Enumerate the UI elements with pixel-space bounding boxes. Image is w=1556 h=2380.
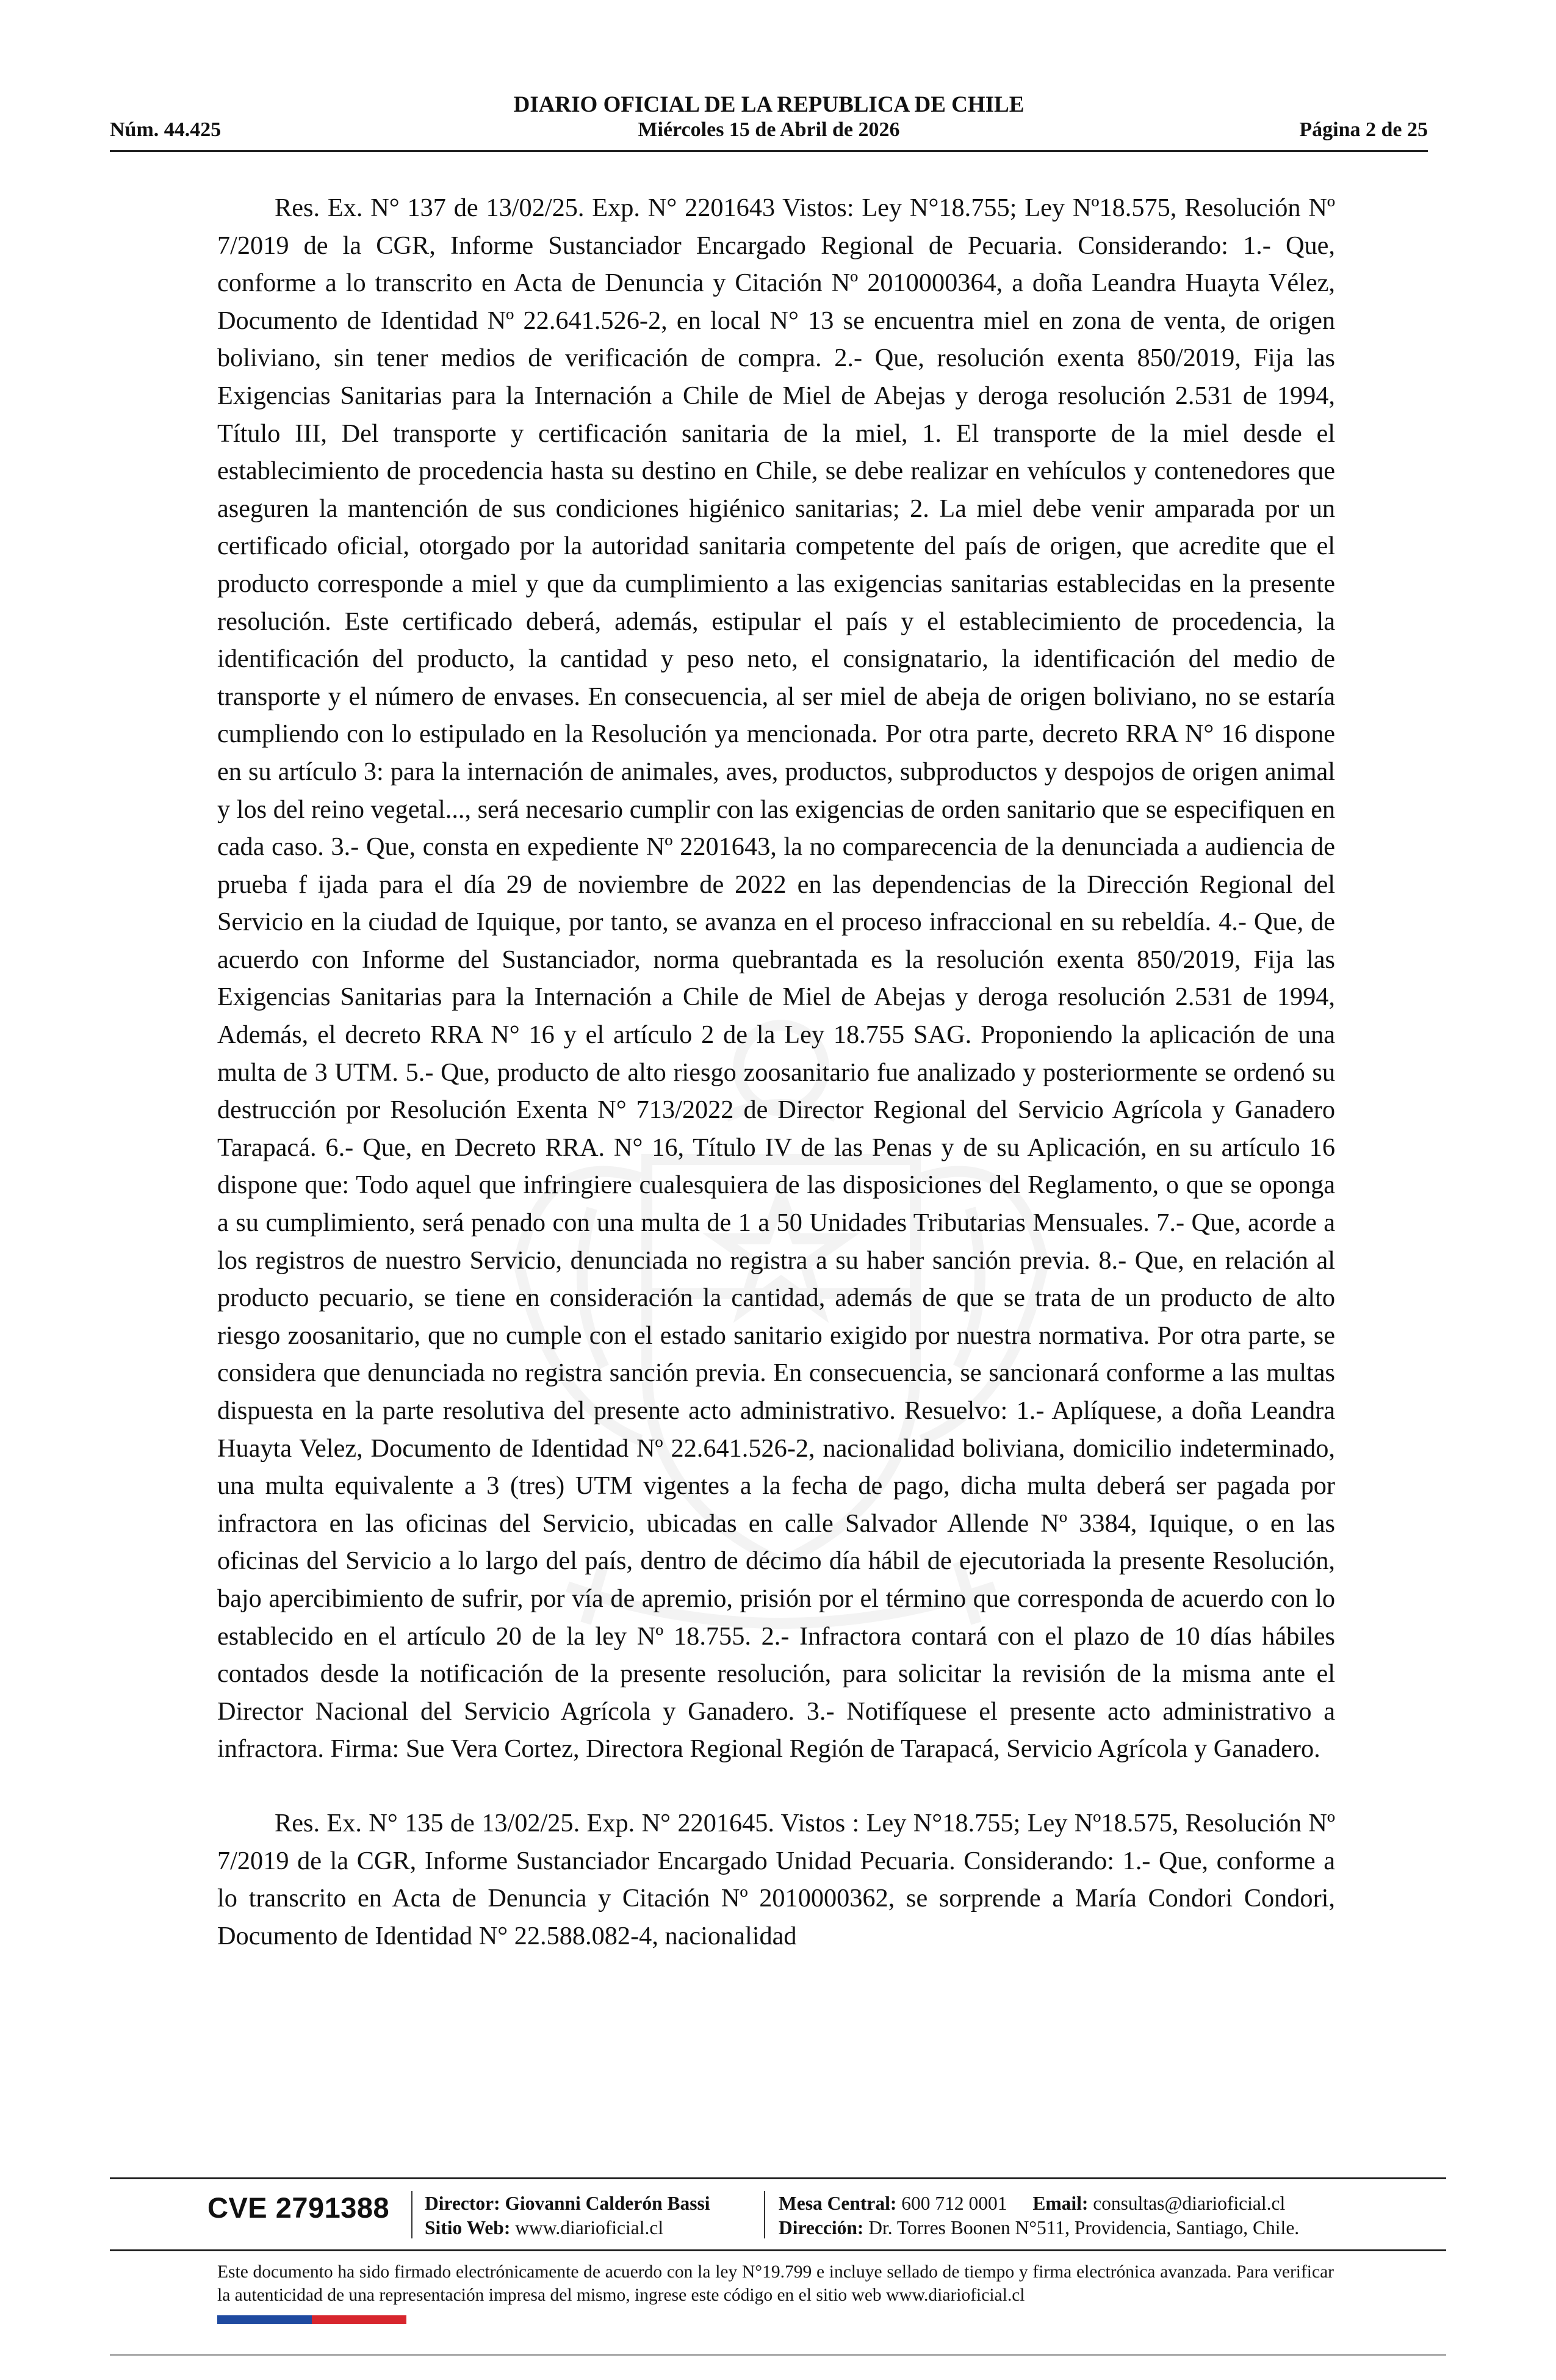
- flag-stripe-blue: [217, 2315, 312, 2324]
- phone-label: Mesa Central:: [779, 2193, 897, 2214]
- address-line: [779, 2216, 1299, 2240]
- website-label: Sitio Web:: [425, 2217, 511, 2238]
- website-line: [425, 2216, 710, 2240]
- flag-stripe-red: [312, 2315, 406, 2324]
- phone-number: 600 712 0001: [901, 2193, 1007, 2214]
- issue-date: Miércoles 15 de Abril de 2026: [638, 118, 900, 141]
- header-divider: [110, 150, 1428, 152]
- cve-code: CVE 2791388: [207, 2191, 390, 2224]
- footer-separator: [411, 2191, 412, 2238]
- page-end-divider: [110, 2354, 1446, 2356]
- electronic-signature-disclaimer: Este documento ha sido firmado electrónicamente de acuerdo con la ley N°19.799 e incluye sellado de tiempo y firma electrónica avanzada. Para verificar la autenticidad de una representación impresa del mismo, ingrese este código en el sitio web www.diarioficial.cl: [217, 2262, 1334, 2305]
- director-name: Giovanni Calderón Bassi: [505, 2193, 710, 2214]
- director-label: Director:: [425, 2193, 500, 2214]
- page-indicator: Página 2 de 25: [1299, 118, 1428, 141]
- email-label: Email:: [1032, 2193, 1089, 2214]
- footer-director-block: [425, 2191, 710, 2240]
- page-header: [110, 92, 1428, 153]
- address-label: Dirección:: [779, 2217, 864, 2238]
- footer-separator: [764, 2191, 765, 2238]
- issue-number: Núm. 44.425: [110, 118, 222, 141]
- resolution-paragraph-135: Res. Ex. N° 135 de 13/02/25. Exp. N° 2201645. Vistos : Ley N°18.755; Ley Nº18.575, Resolución Nº 7/2019 de la CGR, Informe Sustanciador Encargado Unidad Pecuaria. Considerando: 1.- Que, conforme a lo transcrito en Acta de Denuncia y Citación Nº 2010000362, se sorprende a María Condori Condori, Documento de Identidad N° 22.588.082-4, nacionalidad: [217, 1808, 1335, 1950]
- contact-line: [779, 2191, 1299, 2216]
- address-value: Dr. Torres Boonen N°511, Providencia, Santiago, Chile.: [868, 2217, 1300, 2238]
- director-line: [425, 2191, 710, 2216]
- footer-contact-block: [779, 2191, 1299, 2240]
- website-link[interactable]: www.diarioficial.cl: [515, 2217, 664, 2238]
- resolution-paragraph-137: Res. Ex. N° 137 de 13/02/25. Exp. N° 2201643 Vistos: Ley N°18.755; Ley Nº18.575, Resolución Nº 7/2019 de la CGR, Informe Sustanciador Encargado Regional de Pecuaria. Considerando: 1.- Que, conforme a lo transcrito en Acta de Denuncia y Citación Nº 2010000364, a doña Leandra Huayta Vélez, Documento de Identidad Nº 22.641.526-2, en local N° 13 se encuentra miel en zona de venta, de origen boliviano, sin tener medios de verificación de compra. 2.- Que, resolución exenta 850/2019, Fija las Exigencias Sanitarias para la Internación a Chile de Miel de Abejas y deroga resolución 2.531 de 1994, Título III, Del transporte y certificación sanitaria de la miel, 1. El transporte de la miel desde el establecimiento de procedencia hasta su destino en Chile, se debe realizar en vehículos y contenedores que aseguren la mantención de sus condiciones higiénico sanitarias; 2. La miel debe venir amparada por un certificado oficial, otorgado por la autoridad sanitaria competente del país de origen, que acredite que el producto corresponde a miel y que da cumplimiento a las exigencias sanitarias establecidas en la presente resolución. Este certificado deberá, además, estipular el país y el establecimiento de procedencia, la identificación del producto, la cantidad y peso neto, el consignatario, la identificación del medio de transporte y el número de envases. En consecuencia, al ser miel de abeja de origen boliviano, no se estaría cumpliendo con lo estipulado en la Resolución ya mencionada. Por otra parte, decreto RRA N° 16 dispone en su artículo 3: para la internación de animales, aves, productos, subproductos y despojos de origen animal y los del reino vegetal..., será necesario cumplir con las exigencias de orden sanitario que se especifiquen en cada caso. 3.- Que, consta en expediente Nº 2201643, la no comparecencia de la denunciada a audiencia de prueba f ijada para el día 29 de noviembre de 2022 en las dependencias de la Dirección Regional del Servicio en la ciudad de Iquique, por tanto, se avanza en el proceso infraccional en su rebeldía. 4.- Que, de acuerdo con Informe del Sustanciador, norma quebrantada es la resolución exenta 850/2019, Fija las Exigencias Sanitarias para la Internación a Chile de Miel de Abejas y deroga resolución 2.531 de 1994, Además, el decreto RRA N° 16 y el artículo 2 de la Ley 18.755 SAG. Proponiendo la aplicación de una multa de 3 UTM. 5.- Que, producto de alto riesgo zoosanitario fue analizado y posteriormente se ordenó su destrucción por Resolución Exenta N° 713/2022 de Director Regional del Servicio Agrícola y Ganadero Tarapacá. 6.- Que, en Decreto RRA. N° 16, Título IV de las Penas y de su Aplicación, en su artículo 16 dispone que: Todo aquel que infringiere cualesquiera de las disposiciones del Reglamento, o que se oponga a su cumplimiento, será penado con una multa de 1 a 50 Unidades Tributarias Mensuales. 7.- Que, acorde a los registros de nuestro Servicio, denunciada no registra a su haber sanción previa. 8.- Que, en relación al producto pecuario, se tiene en consideración la cantidad, además de que se trata de un producto de alto riesgo zoosanitario, que no cumple con el estado sanitario exigido por nuestra normativa. Por otra parte, se considera que denunciada no registra sanción previa. En consecuencia, se sancionará conforme a las multas dispuesta en la parte resolutiva del presente acto administrativo. Resuelvo: 1.- Aplíquese, a doña Leandra Huayta Velez, Documento de Identidad Nº 22.641.526-2, nacionalidad boliviana, domicilio indeterminado, una multa equivalente a 3 (tres) UTM vigentes a la fecha de pago, dicha multa deberá ser pagada por infractora en las oficinas del Servicio, ubicadas en calle Salvador Allende Nº 3384, Iquique, o en las oficinas del Servicio a lo largo del país, dentro de décimo día hábil de ejecutoriada la presente Resolución, bajo apercibimiento de sufrir, por vía de apremio, prisión por el término que corresponda de acuerdo con lo establecido en el artículo 20 de la ley Nº 18.755. 2.- Infractora contará con el plazo de 10 días hábiles contados desde la notificación de la presente resolución, para solicitar la revisión de la misma ante el Director Nacional del Servicio Agrícola y Ganadero. 3.- Notifíquese el presente acto administrativo a infractora. Firma: Sue Vera Cortez, Directora Regional Región de Tarapacá, Servicio Agrícola y Ganadero.: [217, 193, 1335, 1764]
- publication-title: DIARIO OFICIAL DE LA REPUBLICA DE CHILE: [513, 92, 1025, 117]
- footer-top-divider: [110, 2177, 1446, 2179]
- email-link[interactable]: consultas@diarioficial.cl: [1093, 2193, 1286, 2214]
- footer-bottom-divider: [110, 2249, 1446, 2251]
- document-body: [217, 189, 1335, 1955]
